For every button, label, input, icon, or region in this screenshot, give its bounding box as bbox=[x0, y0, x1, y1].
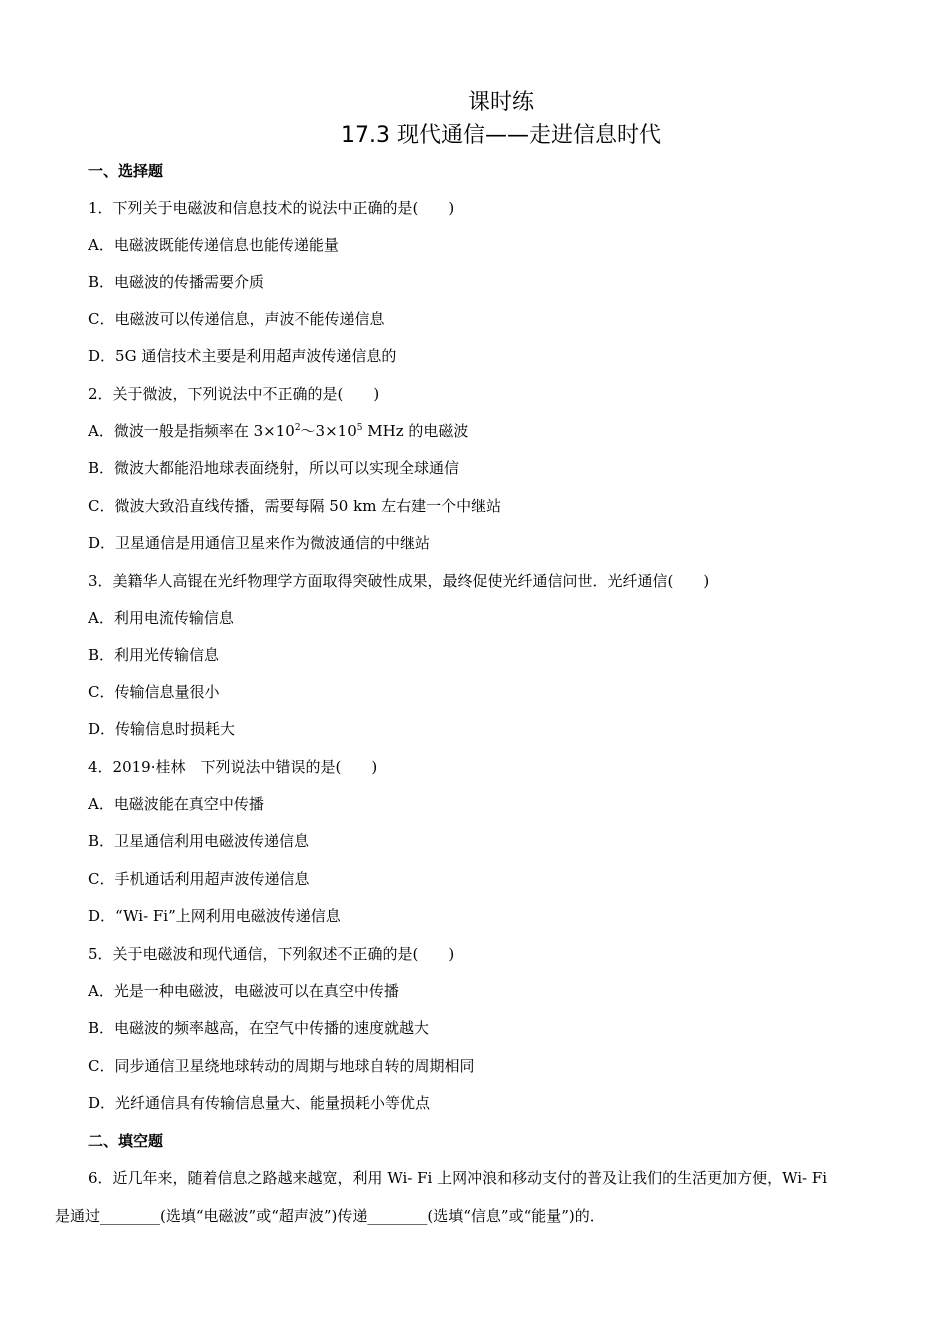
question-1-option-a: A．电磁波既能传递信息也能传递能量 bbox=[88, 236, 339, 254]
question-1-option-d: D．5G 通信技术主要是利用超声波传递信息的 bbox=[88, 347, 397, 365]
lesson-title: 17.3 现代通信——走进信息时代 bbox=[341, 123, 661, 148]
question-6-line-2: 是通过________(选填“电磁波”或“超声波”)传递________(选填“信息”或“能量”)的． bbox=[55, 1207, 605, 1225]
question-4-stem: 4．2019·桂林 下列说法中错误的是( ) bbox=[88, 758, 378, 776]
question-4-option-b: B．卫星通信利用电磁波传递信息 bbox=[88, 832, 310, 850]
question-2-option-c: C．微波大致沿直线传播，需要每隔 50 km 左右建一个中继站 bbox=[88, 497, 502, 515]
question-6-line-1: 6．近几年来，随着信息之路越来越宽，利用 Wi- Fi 上网冲浪和移动支付的普及让我们的生活更加方便，Wi- Fi bbox=[88, 1169, 828, 1187]
section-heading-choice: 一、选择题 bbox=[88, 162, 164, 180]
question-1-option-b: B．电磁波的传播需要介质 bbox=[88, 273, 265, 291]
question-5-stem: 5．关于电磁波和现代通信，下列叙述不正确的是( ) bbox=[88, 945, 455, 963]
question-2-option-d: D．卫星通信是用通信卫星来作为微波通信的中继站 bbox=[88, 534, 431, 552]
section-heading-fill: 二、填空题 bbox=[88, 1132, 164, 1150]
page-title: 课时练 bbox=[467, 90, 534, 115]
question-1-option-c: C．电磁波可以传递信息，声波不能传递信息 bbox=[88, 310, 385, 328]
question-2-stem: 2．关于微波，下列说法中不正确的是( ) bbox=[88, 385, 380, 403]
question-3-option-a: A．利用电流传输信息 bbox=[88, 609, 234, 627]
question-3-option-d: D．传输信息时损耗大 bbox=[88, 720, 236, 738]
question-5-option-a: A．光是一种电磁波，电磁波可以在真空中传播 bbox=[88, 982, 399, 1000]
question-4-option-a: A．电磁波能在真空中传播 bbox=[88, 795, 264, 813]
question-5-option-c: C．同步通信卫星绕地球转动的周期与地球自转的周期相同 bbox=[88, 1057, 475, 1075]
question-2-option-a: A．微波一般是指频率在 $3\times 10^2\sim 3\times 10^5$ MHz 的电磁波 bbox=[88, 422, 469, 440]
question-5-option-b: B．电磁波的频率越高，在空气中传播的速度就越大 bbox=[88, 1019, 430, 1037]
question-3-option-b: B．利用光传输信息 bbox=[88, 646, 220, 664]
question-4-option-c: C．手机通话利用超声波传递信息 bbox=[88, 870, 310, 888]
question-4-option-d: D．“Wi- Fi”上网利用电磁波传递信息 bbox=[88, 907, 341, 925]
question-3-option-c: C．传输信息量很小 bbox=[88, 683, 220, 701]
question-3-stem: 3．美籍华人高锟在光纤物理学方面取得突破性成果，最终促使光纤通信问世．光纤通信( ) bbox=[88, 572, 710, 590]
question-5-option-d: D．光纤通信具有传输信息量大、能量损耗小等优点 bbox=[88, 1094, 431, 1112]
question-2-option-b: B．微波大都能沿地球表面绕射，所以可以实现全球通信 bbox=[88, 459, 460, 477]
question-1-stem: 1．下列关于电磁波和信息技术的说法中正确的是( ) bbox=[88, 199, 455, 217]
